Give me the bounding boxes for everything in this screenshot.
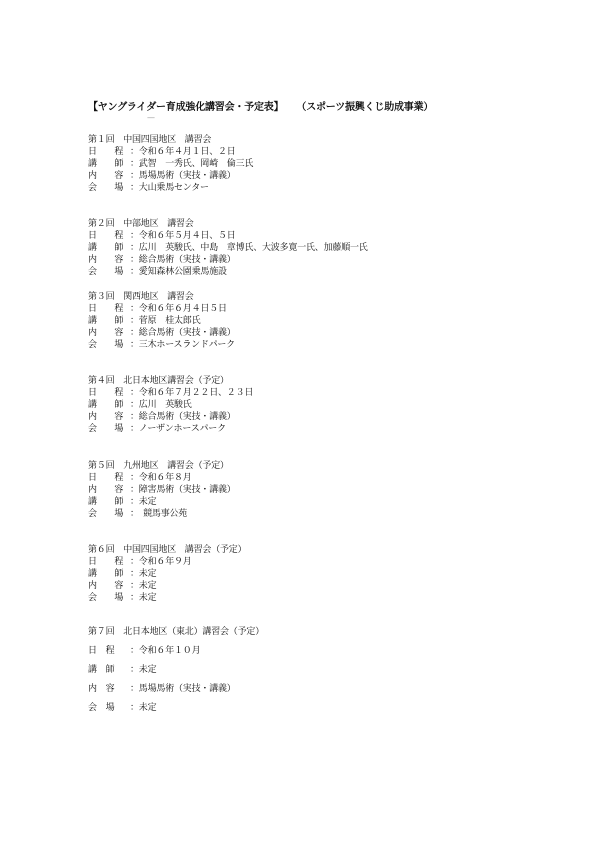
session-heading: 第４回 北日本地区講習会（予定）: [88, 376, 229, 386]
session-row: [88, 315, 548, 327]
session-row: [88, 182, 548, 194]
row-value: ：三木ホースランドパーク: [130, 340, 235, 350]
session-row: [88, 158, 548, 170]
row-value: ：総合馬術（実技・講義）: [130, 328, 236, 338]
row-value: ：未定: [130, 703, 157, 713]
row-label: 内 容: [88, 255, 124, 265]
row-value: ：ノーザンホースパーク: [130, 424, 226, 434]
session-row: [88, 411, 548, 423]
row-label: 講 師: [88, 316, 124, 326]
session-row: [88, 580, 548, 592]
row-value: ：未定: [130, 569, 157, 579]
session-row: [88, 339, 548, 351]
row-value: ： 競馬事公苑: [130, 509, 188, 519]
row-value: ：馬場馬術（実技・講義）: [130, 171, 236, 181]
title-dash: —: [147, 113, 155, 122]
session-row: [88, 170, 548, 182]
session-heading: 第３回 関西地区 講習会: [88, 292, 194, 302]
row-label: 日 程: [88, 557, 124, 567]
row-value: ：大山乗馬センター: [130, 183, 209, 193]
session-heading: 第１回 中国四国地区 講習会: [88, 135, 212, 145]
session-row: [88, 661, 548, 680]
row-value: ：総合馬術（実技・講義）: [130, 255, 236, 265]
row-value: ：障害馬術（実技・講義）: [130, 485, 236, 495]
row-value: ：菅原 桂太郎氏: [130, 316, 201, 326]
session-row: [88, 484, 548, 496]
row-label: 内 容: [88, 485, 124, 495]
session-heading: 第２回 中部地区 講習会: [88, 219, 194, 229]
row-value: ：令和６年８月: [130, 473, 192, 483]
session-row: [88, 230, 548, 242]
session-row: [88, 266, 548, 278]
session-row: [88, 254, 548, 266]
row-value: ：令和６年４月１日、２日: [130, 147, 236, 157]
row-value: ：未定: [130, 665, 157, 675]
row-label: 会 場: [88, 424, 124, 434]
session-row: [88, 327, 548, 339]
row-label: 会 場: [88, 267, 124, 277]
row-label: 会 場: [88, 183, 124, 193]
row-label: 会 場: [88, 703, 115, 713]
row-value: ：令和６年９月: [130, 557, 192, 567]
session-row: [88, 496, 548, 508]
title-main: 【ヤングライダー育成強化講習会・予定表】: [88, 102, 284, 113]
row-label: 日 程: [88, 304, 124, 314]
session-row: [88, 399, 548, 411]
row-value: ：未定: [130, 581, 157, 591]
row-label: 日 程: [88, 147, 124, 157]
session-row: [88, 508, 548, 520]
row-value: ：未定: [130, 497, 157, 507]
row-label: 会 場: [88, 509, 124, 519]
row-label: 会 場: [88, 340, 124, 350]
session-row: [88, 423, 548, 435]
row-label: 講 師: [88, 159, 124, 169]
row-label: 内 容: [88, 412, 124, 422]
row-value: ：武智 一秀氏、岡崎 倫三氏: [130, 159, 254, 169]
session-heading: 第６回 中国四国地区 講習会（予定）: [88, 545, 247, 555]
session-row: [88, 242, 548, 254]
session-row: [88, 146, 548, 158]
session-6: [88, 544, 548, 604]
session-row: [88, 556, 548, 568]
session-row: [88, 568, 548, 580]
row-label: 講 師: [88, 497, 124, 507]
session-row: [88, 680, 548, 699]
row-label: 会 場: [88, 593, 124, 603]
session-5: [88, 460, 548, 520]
row-value: ：令和６年１０月: [130, 646, 201, 656]
row-value: ：広川 英駿氏、中島 章博氏、大波多寛一氏、加藤順一氏: [130, 243, 368, 253]
row-label: 日 程: [88, 473, 124, 483]
session-row: [88, 642, 548, 661]
session-row: [88, 303, 548, 315]
session-heading: 第７回 北日本地区（東北）講習会（予定）: [88, 627, 265, 637]
session-row: [88, 699, 548, 718]
session-2: [88, 218, 548, 278]
row-label: 日 程: [88, 388, 124, 398]
session-row: [88, 387, 548, 399]
session-row: [88, 472, 548, 484]
row-value: ：愛知森林公園乗馬施設: [130, 267, 227, 277]
row-value: ：令和６年６月４日５日: [130, 304, 227, 314]
session-1: [88, 134, 548, 194]
row-label: 内 容: [88, 684, 115, 694]
row-label: 日 程: [88, 646, 115, 656]
row-value: ：令和６年７月２２日、２３日: [130, 388, 254, 398]
session-7: [88, 623, 548, 718]
row-value: ：令和６年５月４日、５日: [130, 231, 236, 241]
title-subtitle: （スポーツ振興くじ助成事業）: [301, 102, 434, 113]
row-value: ：馬場馬術（実技・講義）: [130, 684, 236, 694]
page-title: [88, 98, 433, 113]
row-value: ：広川 英駿氏: [130, 400, 192, 410]
session-4: [88, 375, 548, 435]
row-label: 内 容: [88, 328, 124, 338]
session-3: [88, 291, 548, 351]
row-label: 講 師: [88, 400, 124, 410]
row-label: 講 師: [88, 569, 124, 579]
row-label: 講 師: [88, 665, 115, 675]
row-value: ：未定: [130, 593, 157, 603]
row-label: 内 容: [88, 171, 124, 181]
row-value: ：総合馬術（実技・講義）: [130, 412, 236, 422]
session-heading: 第５回 九州地区 講習会（予定）: [88, 461, 229, 471]
row-label: 内 容: [88, 581, 124, 591]
row-label: 日 程: [88, 231, 124, 241]
row-label: 講 師: [88, 243, 124, 253]
session-row: [88, 592, 548, 604]
